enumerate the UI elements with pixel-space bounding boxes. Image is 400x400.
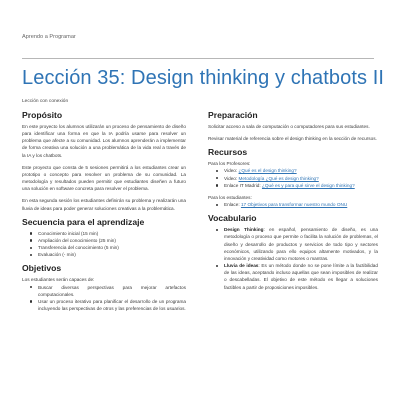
- vocab-term: Lluvia de ideas: [224, 263, 259, 269]
- page-header: Aprendo a Programar: [22, 34, 76, 40]
- objetivos-list: [22, 284, 186, 313]
- vocab-term: Design Thinking: [224, 227, 264, 233]
- proposito-heading: Propósito: [22, 110, 63, 120]
- vocab-definition: : Es un método donde no se pone límite a la factibilidad de las ideas, aceptando incluso aquellas que sean imposibles de realizar o descabelladas. El objetivo de este método es llegar a soluciones factibles a partir de proposiciones imposibles.: [224, 263, 379, 290]
- estudiantes-resource-list: [208, 201, 378, 208]
- vocab-definition: : en español, pensamiento de diseño, es una metodología o proceso que permite o facilita la solución de problemas, el diseño y desarrollo de productos y servicios de todo tipo y sectores económicos, utilizando para ello equipos altamente motivados, y la innovación y creatividad como motores o mantras.: [224, 227, 379, 261]
- header-divider: [22, 58, 374, 59]
- recursos-section: [208, 147, 378, 208]
- vocabulario-section: [208, 213, 378, 290]
- page-subtitle: Lección con conexión: [22, 99, 69, 104]
- resource-prefix: Enlace IT Madrid:: [224, 182, 262, 188]
- list-item: [224, 167, 378, 174]
- resource-link-metodologia-video[interactable]: Metodología ¿Qué es design thinking?: [238, 175, 319, 181]
- list-item: [224, 201, 378, 208]
- list-item: Evaluación (- min): [38, 251, 186, 258]
- vocabulario-list: [208, 226, 378, 290]
- proposito-section: [22, 110, 186, 212]
- recursos-heading: Recursos: [208, 147, 248, 158]
- preparacion-paragraph-2: Revisar material de referencia sobre el design thinking en la sección de recursos.: [208, 136, 377, 142]
- proposito-paragraph-1: En este proyecto los alumnos utilizarán un proceso de pensamiento de diseño para identificar una forma en que la IA podría usarse para resolver un problema que afecte a su comunidad. Los alumnos aprenderán a implementar de forma creativa una solución a una problemática de la vida real a través de la IA y los chatbots.: [22, 124, 186, 158]
- list-item: Buscar diversas perspectivas para mejorar artefactos computacionales.: [38, 284, 186, 297]
- profesores-label: Para los Profesores:: [208, 161, 251, 167]
- preparacion-section: [208, 110, 378, 142]
- profesores-resource-list: [208, 167, 378, 188]
- secuencia-heading: Secuencia para el aprendizaje: [22, 216, 145, 227]
- list-item: [224, 175, 378, 182]
- list-item: Transferencia del conocimiento (5 min): [38, 244, 186, 251]
- preparacion-paragraph-1: Solicitar acceso a sala de computación o computadores para sus estudiantes.: [208, 124, 370, 129]
- secuencia-section: [22, 217, 186, 259]
- resource-prefix: Video:: [224, 175, 239, 181]
- list-item: [224, 182, 378, 189]
- vocabulario-heading: Vocabulario: [208, 213, 257, 224]
- objetivos-intro: Los estudiantes serán capaces de:: [22, 277, 95, 283]
- right-column: [208, 110, 378, 296]
- left-column: [22, 110, 186, 317]
- secuencia-list: [22, 230, 186, 259]
- page-title: Lección 35: Design thinking y chatbots II: [22, 67, 385, 89]
- resource-link-design-thinking-video[interactable]: ¿Qué es el design thinking?: [238, 168, 297, 174]
- proposito-paragraph-2: Este proyecto que consta de 5 sesiones permitirá a los estudiantes crear un prototipo o concepto para resolver un problema de su comunidad. La metodología y resultados pueden permitir que estudiantes diseñen a futuro una solución en software concreta para resolver el problema.: [22, 164, 186, 192]
- proposito-paragraph-3: En esta segunda sesión los estudiantes definirán su problema y realizarán una lluvia de ideas para poder generar soluciones creativas a la problemática.: [22, 198, 186, 211]
- list-item: Conocimiento inicial (15 min): [38, 230, 186, 237]
- resource-link-onu-objetivos[interactable]: 17 Objetivos para transformar nuestro mundo ONU: [240, 202, 348, 208]
- objetivos-section: [22, 263, 186, 312]
- resource-link-it-madrid[interactable]: ¿Qué es y para qué sirve el design thinking?: [261, 182, 355, 188]
- resource-prefix: Video:: [224, 168, 239, 174]
- preparacion-heading: Preparación: [208, 110, 258, 120]
- list-item: [224, 262, 378, 291]
- objetivos-heading: Objetivos: [22, 263, 62, 274]
- list-item: Ampliación del conocimiento (25 min): [38, 237, 186, 244]
- list-item: Usar un proceso iterativo para planificar el desarrollo de un programa incluyendo las perspectivas de otros y las preferencias de los usuarios.: [38, 298, 186, 311]
- resource-prefix: Enlace:: [224, 202, 241, 208]
- estudiantes-label: Para los estudiantes:: [208, 194, 252, 200]
- list-item: [224, 226, 378, 262]
